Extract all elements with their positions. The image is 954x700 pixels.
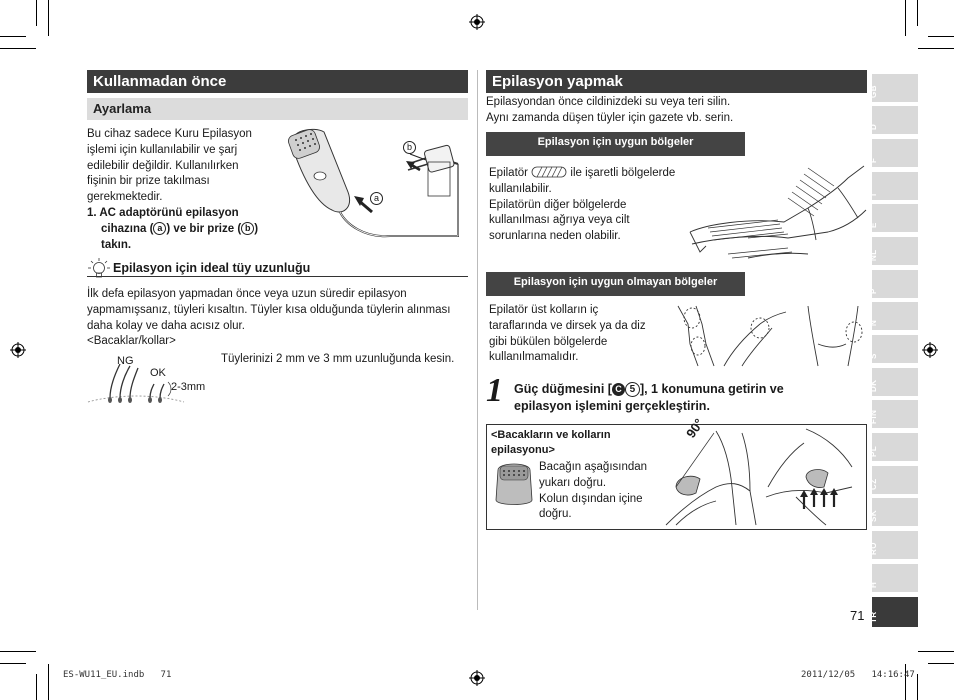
step-instruction: Güç düğmesini [ C 5 ], 1 konumuna getirin ve epilasyon işlemini gerçekleştirin.	[514, 382, 784, 413]
angle-label: 90°	[683, 415, 707, 441]
hatched-area-icon	[531, 166, 567, 178]
legs-arms-text: Bacağın aşağısından yukarı doğru. Kolun dışından içine doğru.	[539, 461, 648, 521]
registration-mark-icon	[469, 670, 485, 686]
lang-tab-fin[interactable]: FIN	[872, 400, 918, 428]
unsuitable-areas-text: Epilatör üst kolların iç taraflarında ve dirsek ya da diz gibi bükülen bölgelerde kullanılmamalıdır.	[489, 304, 646, 364]
hair-note: Tüylerinizi 2 mm ve 3 mm uzunluğunda kesin.	[221, 353, 455, 365]
crop-mark	[0, 651, 36, 652]
crop-mark	[918, 48, 954, 49]
lang-tab-dk[interactable]: DK	[872, 368, 918, 396]
registration-mark-icon	[10, 342, 26, 358]
unsuitable-areas-illustration	[668, 304, 866, 368]
lang-tab-d[interactable]: D	[872, 106, 918, 134]
unsuitable-areas-title: Epilasyon için uygun olmayan bölgeler	[486, 272, 745, 296]
page-number: 71	[850, 608, 865, 623]
label-b: b	[403, 141, 416, 154]
hair-label-ng: NG	[117, 355, 134, 367]
tip-underline	[87, 276, 468, 277]
registration-mark-icon	[469, 14, 485, 30]
lang-tab-p[interactable]: P	[872, 270, 918, 298]
crop-mark	[928, 663, 954, 664]
mode-c-icon: C	[612, 383, 625, 396]
suitable-areas-body-illustration	[688, 158, 868, 264]
footer-file: ES-WU11_EU.indb 71	[63, 670, 172, 680]
lang-tab-sk[interactable]: SK	[872, 498, 918, 526]
lang-tab-i[interactable]: I	[872, 172, 918, 200]
crop-mark	[48, 0, 49, 36]
lang-tab-f[interactable]: F	[872, 139, 918, 167]
epilation-intro: Epilasyondan önce cildinizdeki su veya teri silin. Aynı zamanda düşen tüyler için gazete vb. serin.	[486, 96, 734, 124]
crop-mark	[48, 664, 49, 700]
lang-tab-ro[interactable]: RO	[872, 531, 918, 559]
lang-tab-nl[interactable]: NL	[872, 237, 918, 265]
crop-mark	[36, 674, 37, 700]
legs-arms-title: <Bacakların ve kolların epilasyonu>	[491, 429, 611, 456]
lang-tab-e[interactable]: E	[872, 204, 918, 232]
lang-tab-cz[interactable]: CZ	[872, 466, 918, 494]
registration-mark-icon	[922, 342, 938, 358]
step-number: 1	[486, 372, 503, 409]
section-title-epilation: Epilasyon yapmak	[486, 70, 867, 93]
epilator-adapter-diagram	[280, 124, 470, 246]
crop-mark	[917, 674, 918, 700]
crop-mark	[0, 663, 26, 664]
hair-label-ok: OK	[150, 367, 166, 379]
lang-tab-pl[interactable]: PL	[872, 433, 918, 461]
tip-text: İlk defa epilasyon yapmadan önce veya uzun süredir epilasyon yapmamışsanız, tüyleri kısaltın. Tüyler kısa olduğunda tüylerin alınması daha kolay ve daha acısız olur. <Bacaklar/kollar>	[87, 288, 451, 348]
column-divider	[477, 70, 478, 610]
crop-mark	[917, 0, 918, 26]
footer-timestamp: 2011/12/05 14:16:47	[801, 670, 915, 680]
intro-text: Bu cihaz sadece Kuru Epilasyon işlemi için kullanılabilir ve şarj edilebilir değildir. Kullanılırken fişinin bir prize takılması gerekmektedir.	[87, 128, 252, 204]
lang-tab-n[interactable]: N	[872, 302, 918, 330]
crop-mark	[905, 0, 906, 36]
epilator-head-icon	[492, 460, 536, 506]
label-a: a	[370, 192, 383, 205]
tip-title: Epilasyon için ideal tüy uzunluğu	[113, 261, 311, 275]
setting-5-icon: 5	[625, 382, 640, 397]
lang-tab-tr[interactable]: TR	[872, 597, 918, 627]
section-title-before-use: Kullanmadan önce	[87, 70, 468, 93]
lang-tab-h[interactable]: H	[872, 564, 918, 592]
suitable-areas-text: Epilatör ile işaretli bölgelerde kullanılabilir. Epilatörün diğer bölgelerde kullanılması ağrıya veya cilt sorunlarına neden olabilir.	[489, 167, 676, 243]
crop-mark	[0, 48, 36, 49]
lang-tab-s[interactable]: S	[872, 335, 918, 363]
hair-label-length: 2-3mm	[171, 381, 206, 393]
suitable-areas-title: Epilasyon için uygun bölgeler	[486, 132, 745, 156]
legs-arms-illustration	[656, 427, 864, 527]
subsection-title-setup: Ayarlama	[87, 98, 468, 120]
step-1-instruction: 1. AC adaptörünü epilasyon cihazına ( a ) ve bir prize ( b ) takın.	[87, 207, 259, 251]
crop-mark	[36, 0, 37, 26]
crop-mark	[918, 651, 954, 652]
crop-mark	[928, 36, 954, 37]
crop-mark	[0, 36, 26, 37]
lang-tab-gb[interactable]: GB	[872, 74, 918, 102]
